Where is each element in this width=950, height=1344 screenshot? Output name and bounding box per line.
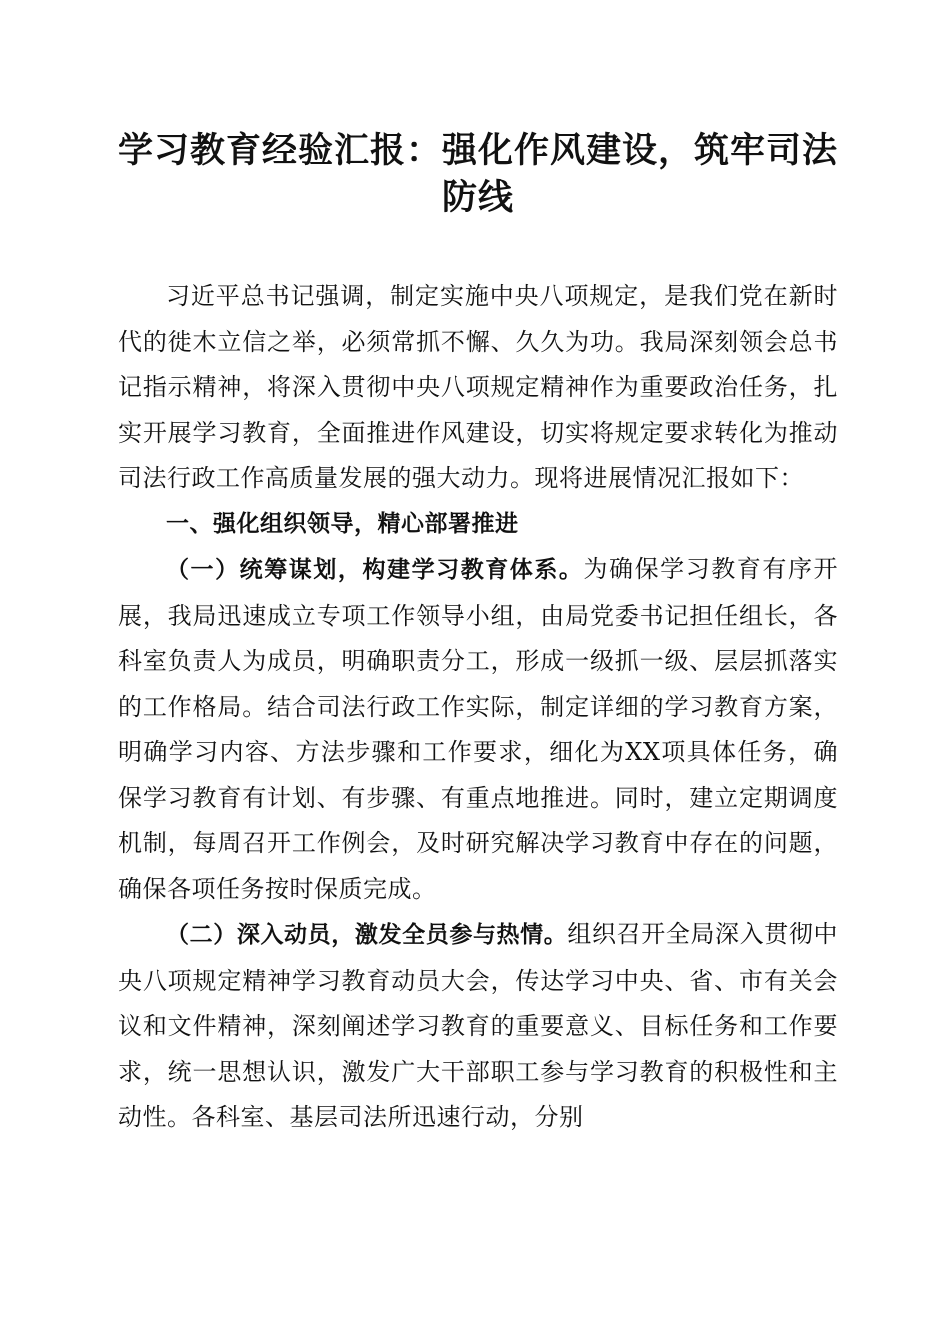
title-line-1: 学习教育经验汇报：强化作风建设，筑牢司法 — [118, 131, 839, 171]
document-body — [118, 274, 838, 1141]
item-2-body: 组织召开全局深入贯彻中央八项规定精神学习教育动员大会，传达学习中央、省、市有关会议和文件精神，深刻阐述学习教育的重要意义、目标任务和工作要求，统一思想认识，激发广大干部职工参与学习教育的积极性和主动性。各科室、基层司法所迅速行动，分别 — [118, 920, 839, 1131]
item-1-lead: （一）统筹谋划，构建学习教育体系。 — [166, 557, 584, 583]
item-2-lead: （二）深入动员，激发全员参与热情。 — [166, 922, 568, 948]
section-1-heading: 一、强化组织领导，精心部署推进 — [166, 510, 519, 537]
document-title — [118, 128, 838, 222]
intro-paragraph: 习近平总书记强调，制定实施中央八项规定，是我们党在新时代的徙木立信之举，必须常抓不懈、久久为功。我局深刻领会总书记指示精神，将深入贯彻中央八项规定精神作为重要政治任务，扎实开展学习教育，全面推进作风建设，切实将规定要求转化为推动司法行政工作高质量发展的强大动力。现将进展情况汇报如下： — [118, 282, 838, 492]
item-2-paragraph — [118, 912, 838, 1141]
title-line-2: 防线 — [441, 178, 514, 218]
item-1-paragraph — [118, 547, 838, 912]
document-page — [118, 128, 838, 1141]
item-1-body: 为确保学习教育有序开展，我局迅速成立专项工作领导小组，由局党委书记担任组长，各科室负责人为成员，明确职责分工，形成一级抓一级、层层抓落实的工作格局。结合司法行政工作实际，制定详细的学习教育方案，明确学习内容、方法步骤和工作要求，细化为XX项具体任务，确保学习教育有计划、有步骤、有重点地推进。同时，建立定期调度机制，每周召开工作例会，及时研究解决学习教育中存在的问题，确保各项任务按时保质完成。 — [118, 555, 839, 903]
